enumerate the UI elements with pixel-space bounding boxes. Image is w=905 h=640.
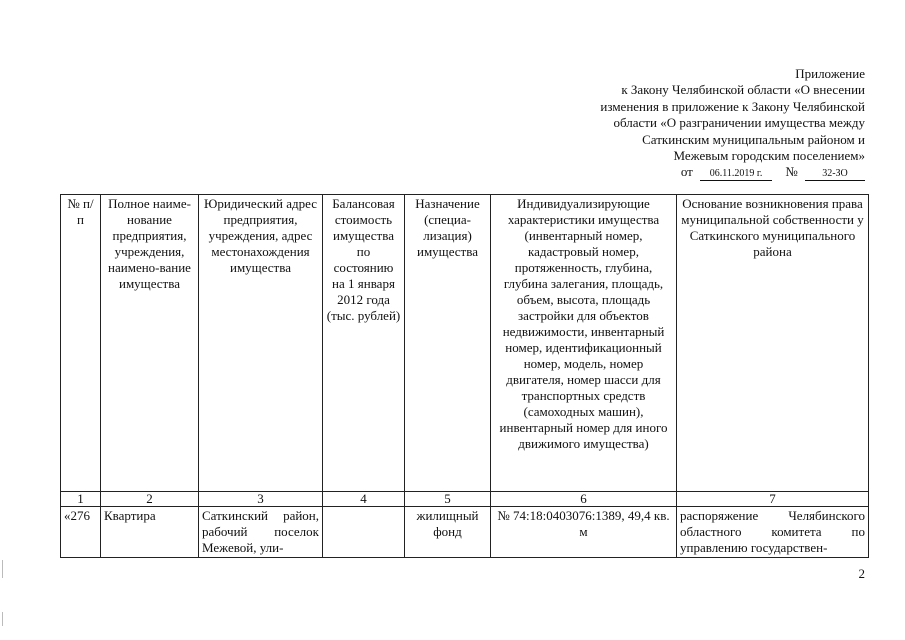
number-label: № — [785, 164, 798, 180]
appendix-title: Приложение — [795, 66, 865, 81]
law-date: 06.11.2019 г. — [700, 168, 772, 181]
row-basis: распоряжение Челябинского областного комитета по управлению государствен- — [677, 507, 869, 558]
header-cell-purpose: Назначение (специа-лизация) имущества — [405, 195, 491, 492]
table-row — [61, 507, 869, 558]
header-cell-name: Полное наиме-нование предприятия, учреждения, наимено-вание имущества — [101, 195, 199, 492]
page-number: 2 — [858, 566, 865, 581]
table-header-row — [61, 195, 869, 492]
column-number: 3 — [199, 492, 323, 507]
row-number: «276 — [61, 507, 101, 558]
row-characteristics: № 74:18:0403076:1389, 49,4 кв. м — [491, 507, 677, 558]
column-number-row — [61, 492, 869, 507]
appendix-line: изменения в приложение к Закону Челябинской — [600, 98, 865, 114]
appendix-line: Саткинским муниципальным районом и — [642, 131, 865, 147]
column-number: 1 — [61, 492, 101, 507]
header-cell-balance: Балансовая стоимость имущества по состоянию на 1 января 2012 года (тыс. рублей) — [323, 195, 405, 492]
column-number: 4 — [323, 492, 405, 507]
column-number: 6 — [491, 492, 677, 507]
appendix-header — [545, 66, 865, 181]
column-number: 7 — [677, 492, 869, 507]
header-cell-basis: Основание возникновения права муниципальной собственности у Саткинского муниципального района — [677, 195, 869, 492]
ot-label: от — [680, 164, 693, 180]
appendix-line: Межевым городским поселением» — [673, 148, 865, 164]
scan-edge-mark — [2, 612, 3, 626]
column-number: 5 — [405, 492, 491, 507]
row-purpose: жилищный фонд — [405, 507, 491, 558]
scan-edge-mark — [2, 560, 3, 578]
row-balance — [323, 507, 405, 558]
header-cell-number: № п/п — [61, 195, 101, 492]
column-number: 2 — [101, 492, 199, 507]
appendix-line: к Закону Челябинской области «О внесении — [621, 82, 865, 98]
law-number: 32-ЗО — [805, 168, 865, 181]
law-date-number — [545, 164, 865, 181]
appendix-line: области «О разграничении имущества между — [613, 115, 865, 131]
row-name: Квартира — [101, 507, 199, 558]
header-cell-address: Юридический адрес предприятия, учреждения, адрес местонахождения имущества — [199, 195, 323, 492]
property-table — [60, 194, 869, 558]
header-cell-characteristics: Индивидуализирующие характеристики имущества (инвентарный номер, кадастровый номер, протяженность, глубина, глубина залегания, площадь, объем, высота, площадь застройки для объектов недвижимости, инвентарный номер, идентификационный номер, модель, номер двигателя, номер шасси для транспортных средств (самоходных машин), инвентарный номер для иного движимого имущества) — [491, 195, 677, 492]
row-address: Саткинский район, рабочий поселок Межевой, ули- — [199, 507, 323, 558]
